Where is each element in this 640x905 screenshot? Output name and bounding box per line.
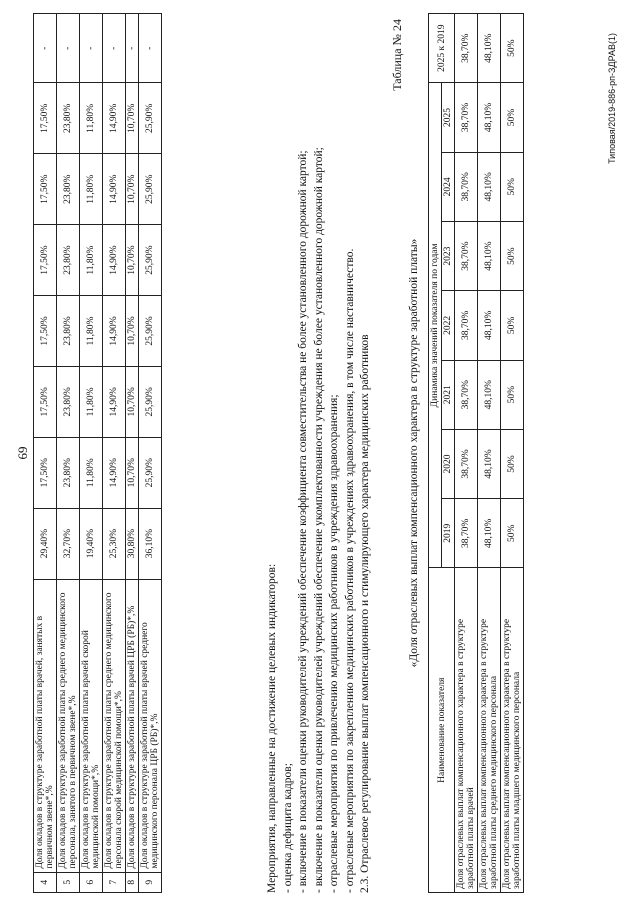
row-value: - bbox=[34, 14, 57, 83]
row-name: Доля окладов в структуре заработной платы врачей ЦРБ (РБ)*,% bbox=[126, 579, 139, 872]
row-value: 38,70% bbox=[455, 221, 478, 290]
row-value: 14,90% bbox=[103, 366, 126, 437]
indicator-table-1 bbox=[33, 13, 162, 893]
row-name: Доля отраслевых выплат компенсационного характера в структуре заработной платы младшего медицинского персонала bbox=[501, 568, 524, 893]
row-value: 23,80% bbox=[57, 366, 80, 437]
paragraph: - отраслевые мероприятия по привлечению медицинских работников в учреждения здравоохранения; bbox=[328, 394, 340, 893]
table-row bbox=[139, 14, 162, 893]
row-value: 38,70% bbox=[455, 429, 478, 498]
row-value: 10,70% bbox=[126, 225, 139, 296]
row-value: 50% bbox=[501, 429, 524, 498]
row-name: Доля окладов в структуре заработной платы врачей скорой медицинской помощи*,% bbox=[80, 579, 103, 872]
row-value: 50% bbox=[501, 499, 524, 568]
row-value: 50% bbox=[501, 291, 524, 360]
document-footer: Типовая/2019-886-рп-ЗДРАВ(1) bbox=[607, 33, 617, 164]
row-value: 23,80% bbox=[57, 437, 80, 508]
row-value: 38,70% bbox=[455, 360, 478, 429]
header-year: 2022 bbox=[442, 291, 455, 360]
table-row bbox=[57, 14, 80, 893]
row-value: 25,30% bbox=[103, 508, 126, 579]
row-value: 48,10% bbox=[478, 83, 501, 152]
row-value: 38,70% bbox=[455, 291, 478, 360]
row-value: - bbox=[80, 14, 103, 83]
row-value: 17,50% bbox=[34, 296, 57, 367]
row-value: 17,50% bbox=[34, 366, 57, 437]
row-value: 50% bbox=[501, 221, 524, 290]
row-value: 25,90% bbox=[139, 225, 162, 296]
row-value: 17,50% bbox=[34, 83, 57, 154]
table-row bbox=[103, 14, 126, 893]
row-value: 48,10% bbox=[478, 221, 501, 290]
paragraph: Мероприятия, направленные на достижение целевых индикаторов: bbox=[266, 563, 278, 893]
header-year: 2025 bbox=[442, 83, 455, 152]
row-value: 48,10% bbox=[478, 499, 501, 568]
row-value: 11,80% bbox=[80, 296, 103, 367]
row-value: 50% bbox=[501, 83, 524, 152]
paragraph: 2.3. Отраслевое регулирование выплат компенсационного и стимулирующего характера медицинских работников bbox=[359, 334, 371, 893]
row-value: 11,80% bbox=[80, 437, 103, 508]
table-row bbox=[80, 14, 103, 893]
header-name: Наименование показателя bbox=[429, 568, 455, 893]
header-year: 2021 bbox=[442, 360, 455, 429]
row-value: 11,80% bbox=[80, 83, 103, 154]
row-value: 50% bbox=[501, 14, 524, 83]
table-title: «Доля отраслевых выплат компенсационного характера в структуре заработной платы» bbox=[408, 238, 420, 668]
table-row bbox=[478, 14, 501, 893]
row-value: 10,70% bbox=[126, 83, 139, 154]
row-value: - bbox=[57, 14, 80, 83]
row-value: 17,50% bbox=[34, 154, 57, 225]
row-value: 11,80% bbox=[80, 366, 103, 437]
row-number: 7 bbox=[103, 872, 126, 892]
paragraph: - включение в показатели оценки руководителей учреждений обеспечение коэффициента совместительства не более установленного дорожной картой; bbox=[297, 150, 309, 893]
row-value: 38,70% bbox=[455, 83, 478, 152]
row-value: 11,80% bbox=[80, 225, 103, 296]
row-name: Доля окладов в структуре заработной платы среднего медицинского персонала скорой медицинской помощи*,% bbox=[103, 579, 126, 872]
row-value: 14,90% bbox=[103, 154, 126, 225]
header-group: Динамика значений показателя по годам bbox=[429, 83, 442, 568]
row-value: 17,50% bbox=[34, 225, 57, 296]
row-value: 23,80% bbox=[57, 83, 80, 154]
row-value: 36,10% bbox=[139, 508, 162, 579]
table-number: Таблица № 24 bbox=[390, 19, 404, 91]
table-row bbox=[455, 14, 478, 893]
row-value: 38,70% bbox=[455, 152, 478, 221]
row-number: 9 bbox=[139, 872, 162, 892]
row-value: 10,70% bbox=[126, 296, 139, 367]
row-value: 25,90% bbox=[139, 154, 162, 225]
row-number: 8 bbox=[126, 872, 139, 892]
row-value: 50% bbox=[501, 360, 524, 429]
row-value: 14,90% bbox=[103, 225, 126, 296]
row-value: 48,10% bbox=[478, 360, 501, 429]
row-value: 11,80% bbox=[80, 154, 103, 225]
row-value: 23,80% bbox=[57, 225, 80, 296]
rotated-page bbox=[15, 13, 625, 893]
row-number: 4 bbox=[34, 872, 57, 892]
row-name: Доля отраслевых выплат компенсационного характера в структуре заработной платы врачей bbox=[455, 568, 478, 893]
page-number: 69 bbox=[15, 446, 30, 460]
row-value: 30,80% bbox=[126, 508, 139, 579]
row-value: 48,10% bbox=[478, 14, 501, 83]
row-value: 25,90% bbox=[139, 437, 162, 508]
row-value: 29,40% bbox=[34, 508, 57, 579]
table-row bbox=[501, 14, 524, 893]
paragraph: - отраслевые мероприятия по закреплению медицинских работников в учреждениях здравоохранения, в том числе наставничество. bbox=[343, 248, 356, 893]
row-value: 23,80% bbox=[57, 154, 80, 225]
row-value: 48,10% bbox=[478, 429, 501, 498]
row-value: 48,10% bbox=[478, 152, 501, 221]
header-year: 2023 bbox=[442, 221, 455, 290]
row-name: Доля окладов в структуре заработной платы среднего медицинского персонала, занятого в первичном звене*,% bbox=[57, 579, 80, 872]
row-value: - bbox=[103, 14, 126, 83]
row-value: 38,70% bbox=[455, 499, 478, 568]
row-value: 10,70% bbox=[126, 366, 139, 437]
table-row bbox=[126, 14, 139, 893]
row-number: 5 bbox=[57, 872, 80, 892]
row-value: 14,90% bbox=[103, 83, 126, 154]
row-value: - bbox=[126, 14, 139, 83]
row-value: 38,70% bbox=[455, 14, 478, 83]
row-value: 14,90% bbox=[103, 437, 126, 508]
row-value: 48,10% bbox=[478, 291, 501, 360]
row-value: 17,50% bbox=[34, 437, 57, 508]
row-value: 10,70% bbox=[126, 154, 139, 225]
row-value: 25,90% bbox=[139, 366, 162, 437]
paragraph: - включение в показатели оценки руководителей учреждений обеспечение укомплектованности учреждения не более установленного дорожной картой; bbox=[312, 147, 325, 893]
paragraph: - оценка дефицита кадров; bbox=[281, 763, 294, 893]
row-value: 25,90% bbox=[139, 83, 162, 154]
row-value: 14,90% bbox=[103, 296, 126, 367]
compensation-table bbox=[428, 13, 524, 893]
measures-text bbox=[265, 13, 374, 893]
row-value: 50% bbox=[501, 152, 524, 221]
row-value: 32,70% bbox=[57, 508, 80, 579]
header-year: 2019 bbox=[442, 499, 455, 568]
row-name: Доля окладов в структуре заработной платы врачей, занятых в первичном звене*,% bbox=[34, 579, 57, 872]
header-year: 2024 bbox=[442, 152, 455, 221]
row-number: 6 bbox=[80, 872, 103, 892]
table-row bbox=[34, 14, 57, 893]
row-value: 23,80% bbox=[57, 296, 80, 367]
row-value: 10,70% bbox=[126, 437, 139, 508]
row-value: - bbox=[139, 14, 162, 83]
row-name: Доля окладов в структуре заработной платы врачей среднего медицинского персонала ЦРБ (РБ)*,% bbox=[139, 579, 162, 872]
header-year: 2020 bbox=[442, 429, 455, 498]
row-name: Доля отраслевых выплат компенсационного характера в структуре заработной платы среднего медицинского персонала bbox=[478, 568, 501, 893]
row-value: 19,40% bbox=[80, 508, 103, 579]
row-value: 25,90% bbox=[139, 296, 162, 367]
header-last-col: 2025 к 2019 bbox=[429, 14, 455, 83]
